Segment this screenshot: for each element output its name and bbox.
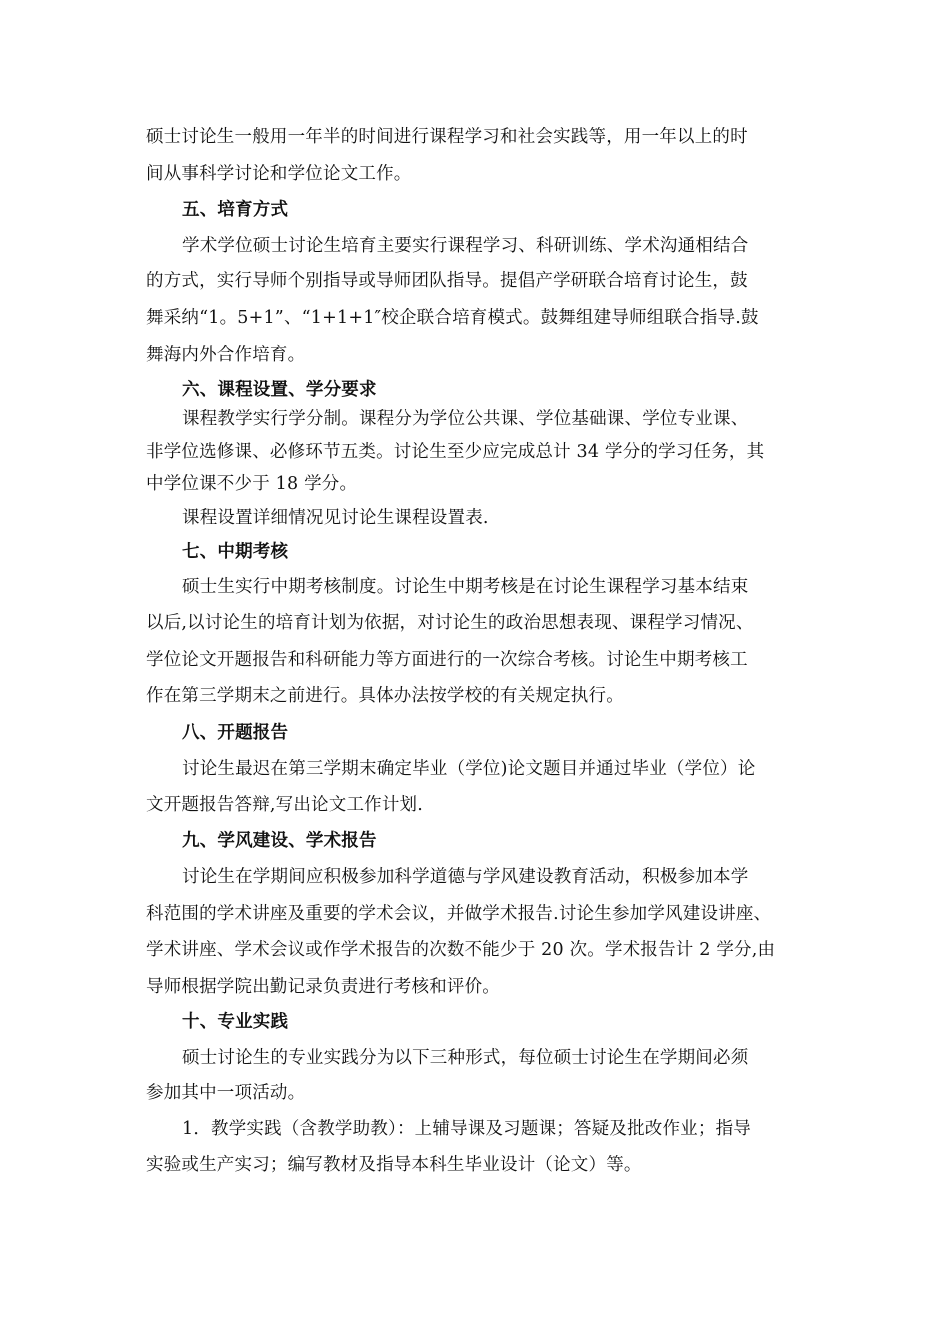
section-heading: 九、学风建设、学术报告 <box>182 831 377 851</box>
section-heading: 八、开题报告 <box>182 723 289 743</box>
paragraph-line: 导师根据学院出勤记录负责进行考核和评价。 <box>146 977 500 997</box>
paragraph-line: 学术学位硕士讨论生培育主要实行课程学习、科研训练、学术沟通相结合 <box>182 236 749 256</box>
section-heading: 六、课程设置、学分要求 <box>182 380 377 400</box>
section-heading: 十、专业实践 <box>182 1012 289 1032</box>
paragraph-line: 1．教学实践（含教学助教）：上辅导课及习题课；答疑及批改作业；指导 <box>182 1119 751 1139</box>
paragraph-line: 参加其中一项活动。 <box>146 1083 306 1103</box>
paragraph-line: 硕士讨论生的专业实践分为以下三种形式，每位硕士讨论生在学期间必须 <box>182 1048 749 1068</box>
intro-line: 间从事科学讨论和学位论文工作。 <box>146 164 412 184</box>
paragraph-line: 科范围的学术讲座及重要的学术会议，并做学术报告.讨论生参加学风建设讲座、 <box>146 904 772 924</box>
paragraph-line: 学术讲座、学术会议或作学术报告的次数不能少于 20 次。学术报告计 2 学分,由 <box>146 940 776 960</box>
paragraph-line: 文开题报告答辩,写出论文工作计划. <box>146 795 424 815</box>
section-heading: 七、中期考核 <box>182 542 289 562</box>
paragraph-line: 课程设置详细情况见讨论生课程设置表. <box>182 508 489 528</box>
intro-line: 硕士讨论生一般用一年半的时间进行课程学习和社会实践等，用一年以上的时 <box>146 127 748 147</box>
paragraph-line: 讨论生在学期间应积极参加科学道德与学风建设教育活动，积极参加本学 <box>182 867 749 887</box>
paragraph-line: 舞采纳“1。5+1”、“1+1+1″校企联合培育模式。鼓舞组建导师组联合指导.鼓 <box>146 308 759 328</box>
section-heading: 五、培育方式 <box>182 200 289 220</box>
paragraph-line: 非学位选修课、必修环节五类。讨论生至少应完成总计 34 学分的学习任务，其 <box>146 442 765 462</box>
paragraph-line: 硕士生实行中期考核制度。讨论生中期考核是在讨论生课程学习基本结束 <box>182 577 749 597</box>
paragraph-line: 的方式，实行导师个别指导或导师团队指导。提倡产学研联合培育讨论生，鼓 <box>146 271 748 291</box>
paragraph-line: 以后,以讨论生的培育计划为依据，对讨论生的政治思想表现、课程学习情况、 <box>146 613 754 633</box>
paragraph-line: 讨论生最迟在第三学期末确定毕业（学位)论文题目并通过毕业（学位）论 <box>182 759 756 779</box>
paragraph-line: 实验或生产实习；编写教材及指导本科生毕业设计（论文）等。 <box>146 1155 642 1175</box>
paragraph-line: 中学位课不少于 18 学分。 <box>146 474 358 494</box>
paragraph-line: 课程教学实行学分制。课程分为学位公共课、学位基础课、学位专业课、 <box>182 409 749 429</box>
paragraph-line: 作在第三学期末之前进行。具体办法按学校的有关规定执行。 <box>146 686 624 706</box>
paragraph-line: 学位论文开题报告和科研能力等方面进行的一次综合考核。讨论生中期考核工 <box>146 650 748 670</box>
paragraph-line: 舞海内外合作培育。 <box>146 345 306 365</box>
